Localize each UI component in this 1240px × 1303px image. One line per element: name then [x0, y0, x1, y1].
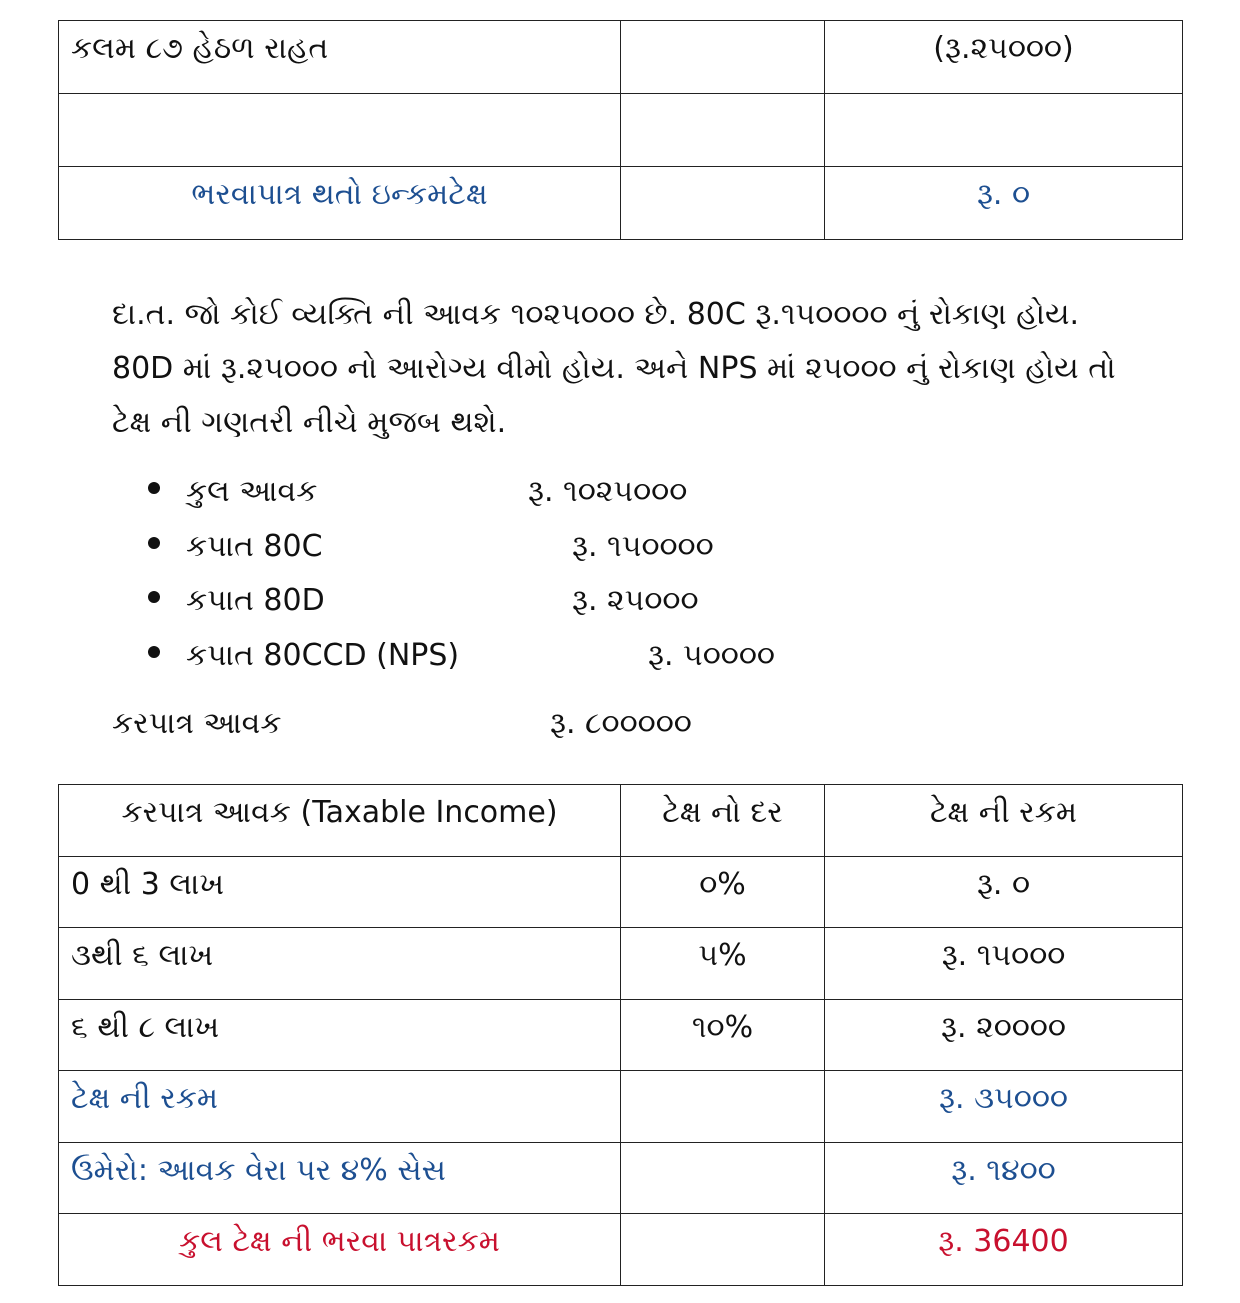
- bullet-icon: [148, 591, 160, 603]
- payable-income-tax-amount: રૂ. ૦: [825, 167, 1183, 240]
- empty-cell: [59, 94, 621, 167]
- header-taxable-income: કરપાત્ર આવક (Taxable Income): [59, 785, 621, 857]
- empty-cell: [825, 94, 1183, 167]
- table-row: [59, 856, 1183, 928]
- section-87-relief-amount: (રૂ.૨૫૦૦૦): [825, 21, 1183, 94]
- slab-rate: ૧૦%: [621, 999, 825, 1071]
- item-label: કુલ આવક: [186, 474, 318, 509]
- empty-cell: [621, 1214, 825, 1286]
- taxable-income-label: કરપાત્ર આવક: [112, 706, 282, 741]
- header-tax-amount: ટેક્ષ ની રકમ: [825, 785, 1183, 857]
- total-tax-amount: રૂ. ૩૫૦૦૦: [825, 1071, 1183, 1143]
- empty-cell: [621, 167, 825, 240]
- section-87-relief-label: કલમ ૮૭ હેઠળ રાહત: [59, 21, 621, 94]
- item-amount: રૂ. ૧૫૦૦૦૦: [572, 528, 714, 564]
- slab-amount: રૂ. ૧૫૦૦૦: [825, 928, 1183, 1000]
- item-label: કપાત 80CCD (NPS): [186, 637, 460, 673]
- table-row: [59, 999, 1183, 1071]
- payable-income-tax-label: ભરવાપાત્ર થતો ઇન્કમટેક્ષ: [59, 167, 621, 240]
- slab-range: 0 થી 3 લાખ: [59, 856, 621, 928]
- total-tax-label: ટેક્ષ ની રકમ: [59, 1071, 621, 1143]
- table-header-row: [59, 785, 1183, 857]
- slab-range: ૩થી ૬ લાખ: [59, 928, 621, 1000]
- slab-rate: ૦%: [621, 856, 825, 928]
- taxable-income-amount: રૂ. ૮૦૦૦૦૦: [550, 706, 692, 741]
- table-row: [59, 928, 1183, 1000]
- item-amount: રૂ. ૨૫૦૦૦: [572, 583, 699, 618]
- slab-amount: રૂ. ૦: [825, 856, 1183, 928]
- relief-table: [58, 20, 1183, 240]
- header-tax-rate: ટેક્ષ નો દર: [621, 785, 825, 857]
- cess-label: ઉમેરો: આવક વેરા પર ૪% સેસ: [59, 1142, 621, 1214]
- item-amount: રૂ. ૫૦૦૦૦: [648, 637, 775, 673]
- item-amount: રૂ. ૧૦૨૫૦૦૦: [528, 474, 688, 509]
- item-label: કપાત 80C: [186, 528, 323, 564]
- table-row: [59, 94, 1183, 167]
- bullet-icon: [148, 482, 160, 494]
- bullet-icon: [148, 646, 160, 658]
- table-row: [59, 1071, 1183, 1143]
- empty-cell: [621, 94, 825, 167]
- item-label: કપાત 80D: [186, 583, 325, 618]
- slab-range: ૬ થી ૮ લાખ: [59, 999, 621, 1071]
- table-row: [59, 167, 1183, 240]
- tax-slab-table: [58, 784, 1183, 1286]
- slab-rate: ૫%: [621, 928, 825, 1000]
- slab-amount: રૂ. ૨૦૦૦૦: [825, 999, 1183, 1071]
- table-row: [59, 21, 1183, 94]
- cess-amount: રૂ. ૧૪૦૦: [825, 1142, 1183, 1214]
- table-row: [59, 1214, 1183, 1286]
- empty-cell: [621, 1071, 825, 1143]
- table-row: [59, 1142, 1183, 1214]
- payable-tax-label: કુલ ટેક્ષ ની ભરવા પાત્રરકમ: [59, 1214, 621, 1286]
- empty-cell: [621, 1142, 825, 1214]
- payable-tax-amount: રૂ. 36400: [825, 1214, 1183, 1286]
- bullet-icon: [148, 537, 160, 549]
- example-paragraph: દા.ત. જો કોઈ વ્યક્તિ ની આવક ૧૦૨૫૦૦૦ છે. 80C રૂ.૧૫૦૦૦૦ નું રોકાણ હોય. 80D માં રૂ.૨૫૦૦૦ નો આરોગ્ય વીમો હોય. અને NPS માં ૨૫૦૦૦ નું રોકાણ હોય તો ટેક્ષ ની ગણતરી નીચે મુજબ થશે.: [112, 297, 1116, 440]
- empty-cell: [621, 21, 825, 94]
